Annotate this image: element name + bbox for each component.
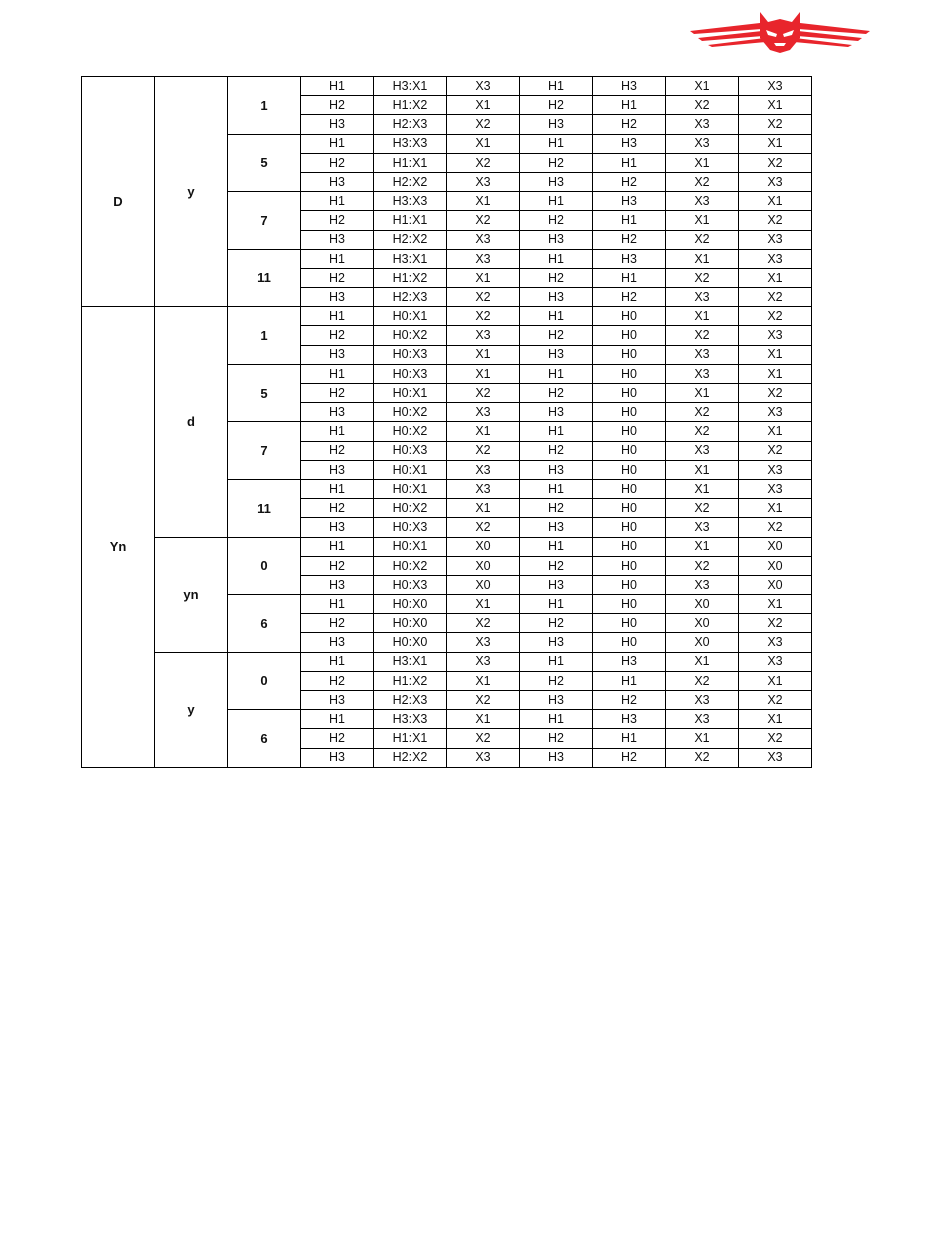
table-cell: H1 [301, 77, 374, 96]
table-cell: X2 [447, 441, 520, 460]
table-row [82, 537, 812, 556]
table-cell: H2 [301, 211, 374, 230]
table-cell: H0:X0 [374, 633, 447, 652]
table-cell: X3 [447, 479, 520, 498]
table-cell: X3 [666, 115, 739, 134]
table-cell: X2 [666, 499, 739, 518]
table-cell: H1 [593, 729, 666, 748]
table-cell: X1 [739, 192, 812, 211]
winding2-label: y [155, 652, 228, 767]
winding1-label [82, 307, 155, 537]
table-cell: X1 [447, 192, 520, 211]
table-row [82, 77, 812, 96]
table-cell: H1:X1 [374, 211, 447, 230]
table-cell: X1 [666, 384, 739, 403]
table-cell: H0 [593, 499, 666, 518]
table-cell: H0:X3 [374, 518, 447, 537]
table-cell: X2 [666, 326, 739, 345]
table-cell: H1:X2 [374, 268, 447, 287]
table-cell: X1 [666, 460, 739, 479]
table-cell: H1 [520, 652, 593, 671]
table-cell: H1:X2 [374, 96, 447, 115]
winding2-label: d [155, 307, 228, 537]
table-cell: X0 [666, 614, 739, 633]
table-cell: X2 [666, 230, 739, 249]
table-cell: X3 [739, 479, 812, 498]
table-cell: H3 [520, 575, 593, 594]
table-cell: X1 [447, 96, 520, 115]
table-cell: X3 [739, 326, 812, 345]
table-cell: H1 [520, 422, 593, 441]
table-cell: X3 [739, 172, 812, 191]
table-cell: X2 [447, 691, 520, 710]
table-cell: H2 [520, 268, 593, 287]
table-cell: X2 [666, 172, 739, 191]
table-cell: H0 [593, 345, 666, 364]
table-cell: H0:X2 [374, 556, 447, 575]
table-cell: H1 [520, 192, 593, 211]
brand-logo [690, 8, 870, 54]
table-cell: H1 [301, 364, 374, 383]
table-cell: X1 [739, 364, 812, 383]
table-cell: H2 [593, 115, 666, 134]
table-cell: X2 [739, 441, 812, 460]
table-cell: X1 [447, 364, 520, 383]
table-cell: H3 [301, 518, 374, 537]
table-cell: X2 [666, 403, 739, 422]
table-cell: X0 [739, 556, 812, 575]
table-cell: H0:X2 [374, 403, 447, 422]
table-cell: X1 [739, 345, 812, 364]
table-cell: H1 [301, 134, 374, 153]
table-cell: H0 [593, 441, 666, 460]
table-cell: H2 [593, 230, 666, 249]
table-cell: H1 [301, 710, 374, 729]
table-cell: H3 [520, 460, 593, 479]
table-cell: H1 [593, 211, 666, 230]
table-cell: H1 [301, 479, 374, 498]
table-cell: X0 [666, 595, 739, 614]
table-cell: X1 [447, 422, 520, 441]
table-cell: H2 [301, 268, 374, 287]
table-cell: X3 [447, 326, 520, 345]
table-cell: X2 [666, 671, 739, 690]
table-cell: H3 [301, 230, 374, 249]
clock-number: 7 [228, 422, 301, 480]
table-cell: H3:X3 [374, 710, 447, 729]
table-cell: X3 [447, 230, 520, 249]
table-cell: H3 [520, 288, 593, 307]
table-cell: H0 [593, 326, 666, 345]
table-cell: H2 [301, 671, 374, 690]
table-cell: H3 [520, 345, 593, 364]
winding1-label: Yn [82, 537, 155, 556]
table-cell: H0:X1 [374, 307, 447, 326]
table-cell: X3 [666, 288, 739, 307]
table-cell: X1 [739, 710, 812, 729]
table-cell: H3 [520, 115, 593, 134]
table-cell: H1 [520, 134, 593, 153]
table-cell: H3 [520, 518, 593, 537]
table-cell: H3 [301, 691, 374, 710]
table-cell: H3 [520, 172, 593, 191]
table-cell: X1 [739, 134, 812, 153]
table-cell: X1 [739, 268, 812, 287]
winding1-label-cont [82, 211, 155, 307]
table-cell: H3 [301, 633, 374, 652]
table-cell: H0 [593, 384, 666, 403]
table-cell: X0 [739, 575, 812, 594]
table-cell: H1 [301, 192, 374, 211]
table-cell: H2:X3 [374, 691, 447, 710]
table-cell: H2 [301, 499, 374, 518]
table-cell: H1 [301, 422, 374, 441]
table-cell: H1 [593, 268, 666, 287]
table-cell: H1 [301, 307, 374, 326]
table-cell: X3 [666, 364, 739, 383]
table-cell: X1 [447, 499, 520, 518]
table-cell: X1 [739, 595, 812, 614]
table-cell: X3 [739, 748, 812, 767]
table-cell: X3 [739, 249, 812, 268]
table-cell: X2 [447, 211, 520, 230]
table-cell: X1 [739, 96, 812, 115]
table-cell: H2:X3 [374, 115, 447, 134]
table-cell: H1 [520, 77, 593, 96]
table-cell: H3 [301, 575, 374, 594]
table-cell: H3 [593, 134, 666, 153]
table-cell: H3 [520, 691, 593, 710]
winding1-label [82, 77, 155, 192]
table-cell: X2 [666, 422, 739, 441]
table-cell: X2 [739, 307, 812, 326]
table-cell: H3 [520, 633, 593, 652]
table-cell: H1 [520, 307, 593, 326]
table-cell: H0 [593, 537, 666, 556]
table-cell: X2 [739, 518, 812, 537]
table-cell: X2 [447, 115, 520, 134]
table-cell: H0:X0 [374, 595, 447, 614]
table-cell: X0 [739, 537, 812, 556]
table-cell: H1 [520, 595, 593, 614]
table-cell: X2 [739, 729, 812, 748]
table-cell: H0:X3 [374, 441, 447, 460]
table-cell: H3 [593, 710, 666, 729]
table-cell: X3 [666, 518, 739, 537]
table-cell: H2 [520, 384, 593, 403]
table-cell: H0 [593, 614, 666, 633]
table-cell: H3 [301, 115, 374, 134]
table-cell: H2 [301, 326, 374, 345]
table-cell: X2 [739, 211, 812, 230]
table-cell: H1 [520, 710, 593, 729]
table-cell: X3 [447, 748, 520, 767]
table-cell: H0:X3 [374, 345, 447, 364]
table-cell: H2 [301, 153, 374, 172]
table-cell: H1:X2 [374, 671, 447, 690]
table-cell: X1 [447, 710, 520, 729]
table-cell: X3 [739, 460, 812, 479]
clock-number: 6 [228, 710, 301, 768]
table-cell: H2 [301, 556, 374, 575]
clock-number: 11 [228, 249, 301, 307]
table-cell: H0:X3 [374, 575, 447, 594]
table-cell: X3 [739, 403, 812, 422]
table-cell: X0 [666, 633, 739, 652]
table-cell: H2 [593, 748, 666, 767]
table-cell: H3 [301, 172, 374, 191]
clock-number: 1 [228, 77, 301, 135]
table-cell: H3 [520, 230, 593, 249]
table-cell: X2 [666, 556, 739, 575]
table-cell: X3 [739, 633, 812, 652]
table-cell: H1 [593, 96, 666, 115]
clock-number: 0 [228, 652, 301, 710]
table-cell: H2 [301, 614, 374, 633]
table-cell: X2 [666, 96, 739, 115]
table-cell: X1 [447, 595, 520, 614]
table-cell: X3 [447, 652, 520, 671]
table-cell: H0 [593, 422, 666, 441]
table-cell: H0:X2 [374, 499, 447, 518]
table-cell: H2 [520, 499, 593, 518]
clock-number: 11 [228, 479, 301, 537]
table-cell: H0:X0 [374, 614, 447, 633]
table-cell: X0 [447, 537, 520, 556]
table-cell: X0 [447, 575, 520, 594]
table-cell: X1 [447, 671, 520, 690]
table-cell: H2 [520, 556, 593, 575]
table-cell: X3 [447, 460, 520, 479]
table-cell: X2 [447, 384, 520, 403]
table-cell: X1 [666, 479, 739, 498]
clock-number: 5 [228, 134, 301, 192]
table-cell: X3 [666, 134, 739, 153]
table-cell: H1 [301, 595, 374, 614]
table-cell: H0 [593, 595, 666, 614]
table-cell: H0:X3 [374, 364, 447, 383]
table-cell: X1 [666, 153, 739, 172]
table-cell: X3 [666, 575, 739, 594]
table-cell: X2 [739, 691, 812, 710]
table-cell: H0:X1 [374, 479, 447, 498]
table-cell: H2:X2 [374, 230, 447, 249]
table-cell: X2 [739, 153, 812, 172]
table-cell: X3 [666, 710, 739, 729]
table-cell: X1 [447, 268, 520, 287]
table-cell: X3 [666, 441, 739, 460]
table-cell: X1 [666, 307, 739, 326]
table-cell: H3:X1 [374, 249, 447, 268]
table-cell: X2 [447, 307, 520, 326]
table-cell: X3 [666, 691, 739, 710]
table-cell: H2 [593, 172, 666, 191]
table-cell: X1 [666, 249, 739, 268]
table-cell: X2 [447, 614, 520, 633]
table-cell: X2 [739, 384, 812, 403]
table-cell: X3 [447, 633, 520, 652]
table-cell: X3 [666, 345, 739, 364]
table-cell: X2 [666, 268, 739, 287]
winding1-label: D [82, 192, 155, 211]
table-cell: X3 [447, 172, 520, 191]
clock-number: 6 [228, 595, 301, 653]
table-cell: H0 [593, 403, 666, 422]
table-cell: X2 [447, 518, 520, 537]
table-cell: X1 [666, 211, 739, 230]
table-cell: H0 [593, 307, 666, 326]
clock-number: 1 [228, 307, 301, 365]
table-cell: X3 [739, 77, 812, 96]
table-cell: H2 [520, 153, 593, 172]
table-cell: H0 [593, 364, 666, 383]
table-cell: H0 [593, 633, 666, 652]
table-cell: H3:X3 [374, 192, 447, 211]
table-cell: H3:X1 [374, 652, 447, 671]
table-cell: H1 [593, 671, 666, 690]
table-cell: H1 [593, 153, 666, 172]
table-cell: X2 [447, 288, 520, 307]
table-cell: X0 [447, 556, 520, 575]
table-cell: X2 [739, 115, 812, 134]
table-cell: H2:X3 [374, 288, 447, 307]
table-row [82, 652, 812, 671]
table-cell: X1 [739, 422, 812, 441]
table-cell: X3 [739, 230, 812, 249]
table-cell: H0 [593, 556, 666, 575]
table-cell: H3 [593, 249, 666, 268]
table-cell: H0:X2 [374, 326, 447, 345]
table-cell: H0:X1 [374, 384, 447, 403]
table-cell: X2 [447, 153, 520, 172]
table-cell: X2 [447, 729, 520, 748]
table-cell: H0 [593, 518, 666, 537]
table-cell: H0 [593, 575, 666, 594]
table-cell: H1 [301, 249, 374, 268]
table-cell: X3 [447, 249, 520, 268]
vector-group-table [81, 76, 812, 768]
table-cell: X3 [447, 77, 520, 96]
table-cell: H0 [593, 479, 666, 498]
table-cell: H1 [301, 652, 374, 671]
table-cell: H1 [520, 537, 593, 556]
table-cell: X2 [739, 288, 812, 307]
table-cell: H3 [593, 652, 666, 671]
table-cell: H2 [520, 441, 593, 460]
table-cell: H3 [593, 192, 666, 211]
clock-number: 0 [228, 537, 301, 595]
table-cell: H2 [301, 96, 374, 115]
table-cell: X1 [666, 729, 739, 748]
table-cell: H1:X1 [374, 729, 447, 748]
table-cell: X3 [447, 403, 520, 422]
table-cell: H2:X2 [374, 172, 447, 191]
table-cell: X2 [666, 748, 739, 767]
table-cell: H1 [520, 364, 593, 383]
winding1-label-cont [82, 556, 155, 767]
table-cell: X1 [447, 134, 520, 153]
table-cell: X3 [739, 652, 812, 671]
table-cell: H0:X2 [374, 422, 447, 441]
table-cell: H2 [301, 729, 374, 748]
table-cell: H3 [301, 345, 374, 364]
table-cell: H0:X1 [374, 460, 447, 479]
table-cell: H3 [301, 460, 374, 479]
table-cell: H1 [301, 537, 374, 556]
table-cell: X1 [666, 77, 739, 96]
table-cell: H2 [520, 671, 593, 690]
table-row [82, 307, 812, 326]
table-cell: H3 [301, 403, 374, 422]
table-cell: X1 [447, 345, 520, 364]
table-cell: H1 [520, 249, 593, 268]
winding2-label: yn [155, 537, 228, 652]
table-cell: H2 [301, 384, 374, 403]
table-cell: X1 [666, 652, 739, 671]
table-cell: X3 [666, 192, 739, 211]
table-cell: H3 [301, 748, 374, 767]
table-cell: H3:X3 [374, 134, 447, 153]
table-cell: H3:X1 [374, 77, 447, 96]
table-cell: H2 [520, 211, 593, 230]
table-cell: H2 [520, 614, 593, 633]
table-cell: H1:X1 [374, 153, 447, 172]
table-cell: H2 [593, 691, 666, 710]
table-cell: H2 [593, 288, 666, 307]
clock-number: 7 [228, 192, 301, 250]
clock-number: 5 [228, 364, 301, 422]
winding2-label: y [155, 77, 228, 307]
table-cell: H0:X1 [374, 537, 447, 556]
table-cell: H2:X2 [374, 748, 447, 767]
table-cell: H2 [301, 441, 374, 460]
table-cell: X2 [739, 614, 812, 633]
table-cell: H3 [520, 403, 593, 422]
table-cell: H3 [520, 748, 593, 767]
table-cell: X1 [739, 671, 812, 690]
table-cell: X1 [666, 537, 739, 556]
table-cell: X1 [739, 499, 812, 518]
table-cell: H0 [593, 460, 666, 479]
table-cell: H2 [520, 96, 593, 115]
table-cell: H2 [520, 729, 593, 748]
table-cell: H3 [593, 77, 666, 96]
table-cell: H1 [520, 479, 593, 498]
table-cell: H3 [301, 288, 374, 307]
table-cell: H2 [520, 326, 593, 345]
